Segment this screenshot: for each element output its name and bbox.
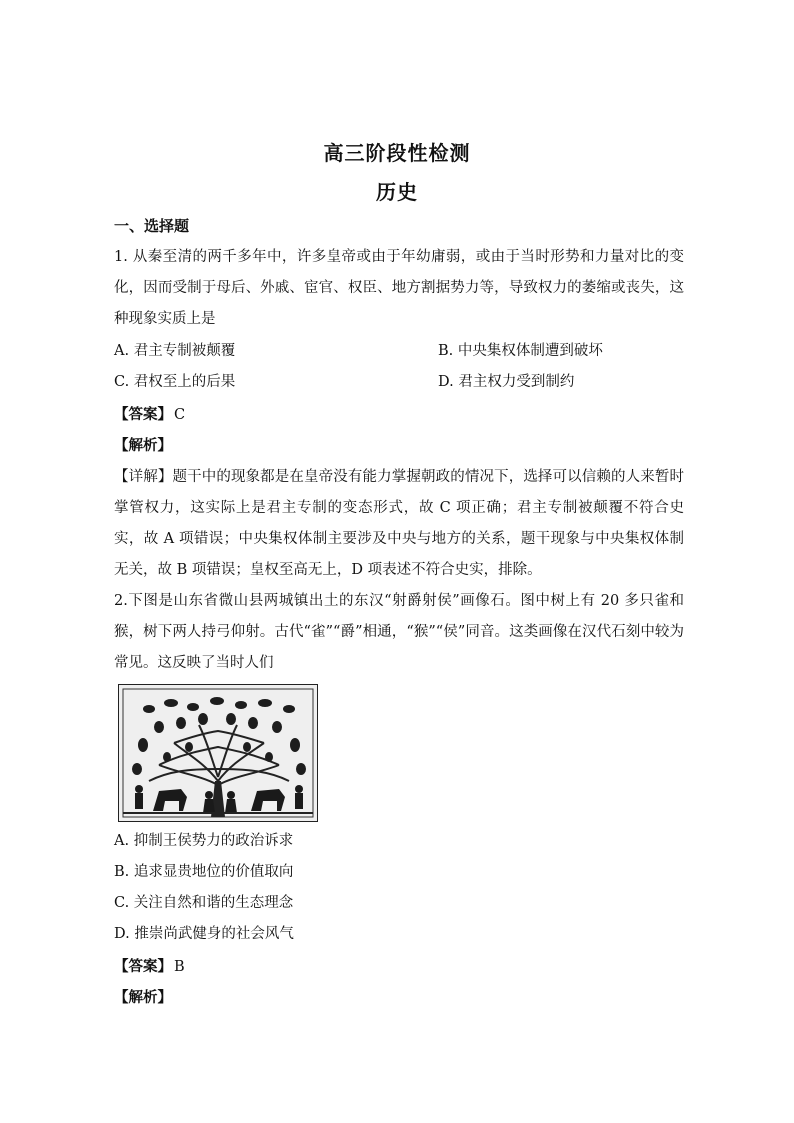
q1-answer-value: C — [174, 407, 186, 423]
question-1-stem: 1. 从秦至清的两千多年中，许多皇帝或由于年幼庸弱，或由于当时形势和力量对比的变化，因而受制于母后、外戚、宦官、权臣、地方割据势力等，导致权力的萎缩或丧失，这种现象实质上是 — [114, 249, 684, 327]
question-2-stem: 2.下图是山东省微山县两城镇出土的东汉“射爵射侯”画像石。图中树上有 20 多只雀和猴，树下两人持弓仰射。古代“雀”“爵”相通，“猴”“侯”同音。这类画像在汉代石刻中较为常见。这反映了当时人们 — [114, 593, 684, 671]
tree-relief-illustration — [119, 685, 317, 821]
page-subtitle: 历史 — [376, 180, 418, 204]
q1-answer-label: 【答案】 — [114, 406, 172, 423]
q1-answer — [114, 403, 185, 424]
q2-option-b: B. 追求显贵地位的价值取向 — [114, 864, 294, 880]
page-title: 高三阶段性检测 — [323, 141, 471, 165]
q1-analysis-label: 【解析】 — [114, 437, 172, 454]
q2-option-c: C. 关注自然和谐的生态理念 — [114, 895, 294, 911]
q2-answer — [114, 955, 185, 976]
q1-option-c: C. 君权至上的后果 — [114, 374, 236, 390]
q2-option-d: D. 推崇尚武健身的社会风气 — [114, 926, 294, 942]
q1-option-b: B. 中央集权体制遭到破坏 — [438, 343, 603, 359]
q1-option-d: D. 君主权力受到制约 — [438, 374, 575, 390]
q2-answer-label: 【答案】 — [114, 958, 172, 975]
q1-detail: 【详解】题干中的现象都是在皇帝没有能力掌握朝政的情况下，选择可以信赖的人来暂时掌管权力，这实际上是君主专制的变态形式，故 C 项正确；君主专制被颠覆不符合史实，故 A 项错误；中央集权体制主要涉及中央与地方的关系，题干现象与中央集权体制无关，故 B 项错误；皇权至高无上，D 项表述不符合史实，排除。 — [114, 469, 684, 578]
q1-option-a: A. 君主专制被颠覆 — [114, 343, 236, 359]
stone-relief-image — [118, 684, 318, 822]
q2-answer-value: B — [174, 959, 185, 975]
q2-analysis-label: 【解析】 — [114, 989, 172, 1006]
q2-option-a: A. 抑制王侯势力的政治诉求 — [114, 833, 294, 849]
section-heading: 一、选择题 — [114, 217, 190, 235]
